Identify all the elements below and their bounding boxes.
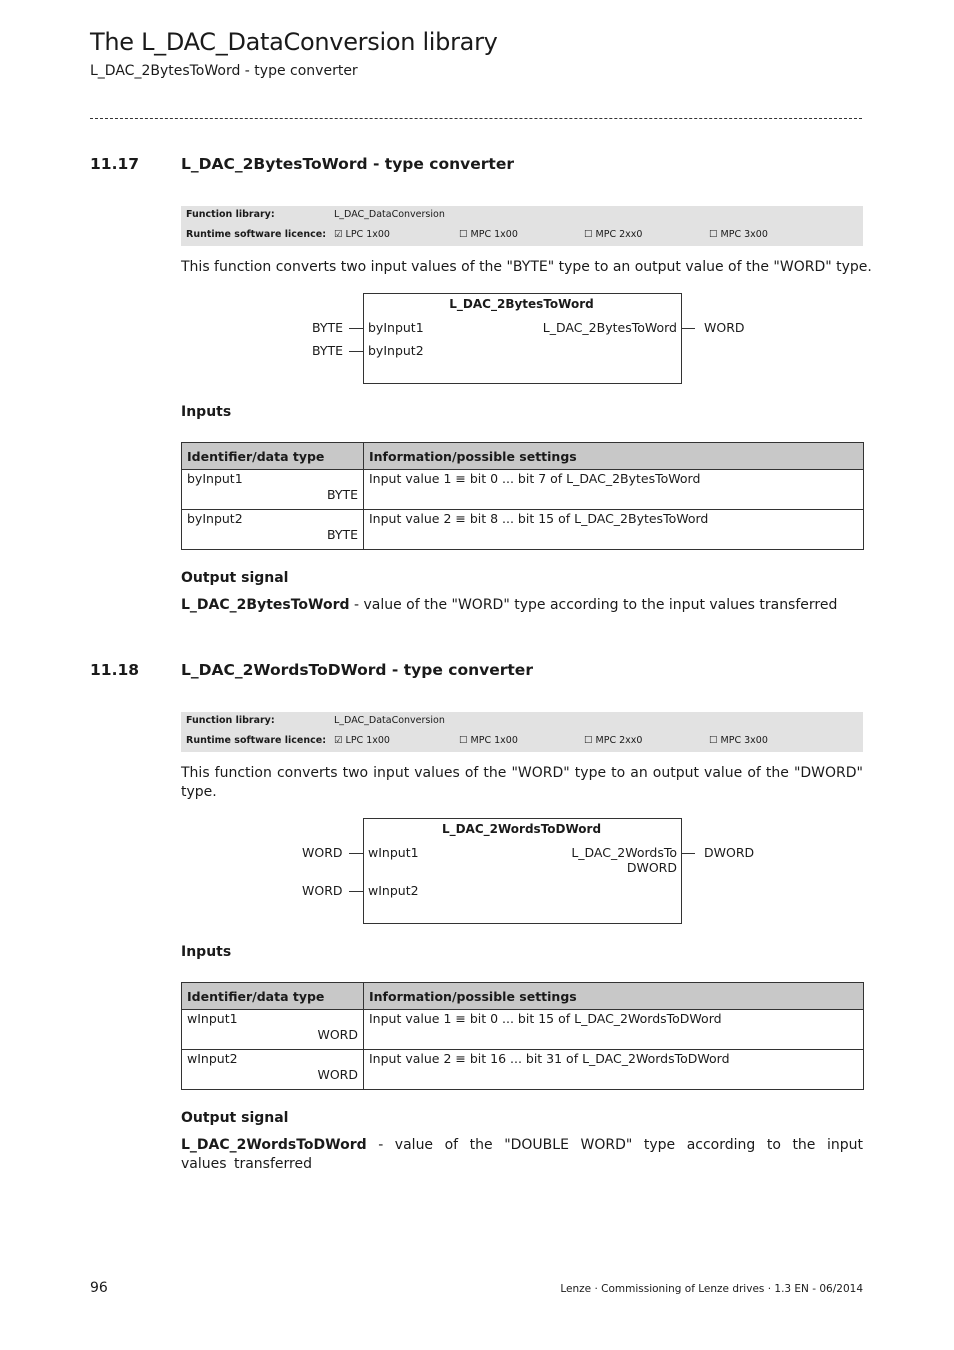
input2-name: wInput2 [368, 883, 419, 898]
function-block-title: L_DAC_2BytesToWord [449, 297, 594, 311]
inputs-heading: Inputs [181, 944, 232, 960]
licence-label: Runtime software licence: [186, 229, 326, 240]
intro-paragraph: This function converts two input values of the "WORD" type to an output value of the "DWORD" type. [181, 765, 863, 800]
input1-type: WORD [302, 845, 343, 860]
licence-mpc3x00: ☐ MPC 3x00 [709, 735, 768, 746]
data-type: BYTE [326, 487, 358, 502]
section-number: 11.17 [90, 155, 140, 173]
output-signal-name: L_DAC_2BytesToWord [181, 597, 350, 613]
inputs-table [181, 982, 864, 1090]
output-signal-name: L_DAC_2WordsToDWord [181, 1137, 367, 1153]
data-type: BYTE [326, 527, 358, 542]
section-heading-11-17 [90, 155, 514, 173]
column-header: Information/possible settings [364, 983, 864, 1010]
output-name-line1: L_DAC_2WordsTo [571, 845, 677, 860]
licence-mpc1x00: ☐ MPC 1x00 [459, 735, 518, 746]
licence-mpc2xx0: ☐ MPC 2xx0 [584, 229, 643, 240]
column-header: Information/possible settings [364, 443, 864, 470]
output-wire [681, 328, 695, 329]
library-info-box [181, 712, 863, 752]
licence-lpc1x00: ☑ LPC 1x00 [334, 229, 390, 240]
input2-type: WORD [302, 883, 343, 898]
input2-wire [349, 351, 363, 352]
data-type: WORD [317, 1027, 358, 1042]
inputs-heading: Inputs [181, 404, 232, 420]
output-name-line2: DWORD [626, 860, 677, 875]
table-header-row [182, 443, 864, 470]
function-library-label: Function library: [186, 715, 275, 726]
table-row [182, 1050, 864, 1090]
output-signal-heading: Output signal [181, 570, 289, 586]
licence-mpc2xx0: ☐ MPC 2xx0 [584, 735, 643, 746]
column-header: Identifier/data type [182, 443, 364, 470]
input2-name: byInput2 [368, 343, 424, 358]
licence-label: Runtime software licence: [186, 735, 326, 746]
info-cell [364, 1010, 864, 1050]
info-text: Input value 2 ≡ bit 8 ... bit 15 of L_DAC_2BytesToWord [369, 511, 709, 526]
info-cell [364, 510, 864, 550]
section-title: L_DAC_2BytesToWord - type converter [181, 155, 515, 173]
input1-wire [349, 328, 363, 329]
licence-mpc1x00: ☐ MPC 1x00 [459, 229, 518, 240]
function-library-value: L_DAC_DataConversion [334, 715, 445, 726]
library-info-box [181, 206, 863, 246]
licence-mpc3x00: ☐ MPC 3x00 [709, 229, 768, 240]
section-number: 11.18 [90, 661, 140, 679]
input1-wire [349, 853, 363, 854]
output-signal-desc: - value of the "WORD" type according to the input values transferred [349, 597, 838, 613]
intro-paragraph: This function converts two input values of the "BYTE" type to an output value of the "WORD" type. [181, 259, 872, 275]
footer-doc-info: Lenze · Commissioning of Lenze drives · 1.3 EN - 06/2014 [560, 1283, 863, 1295]
table-header-row [182, 983, 864, 1010]
section-title: L_DAC_2WordsToDWord - type converter [181, 661, 533, 679]
chapter-title: The L_DAC_DataConversion library [90, 28, 498, 56]
identifier: byInput2 [187, 511, 243, 526]
licence-lpc1x00: ☑ LPC 1x00 [334, 735, 390, 746]
output-signal-heading: Output signal [181, 1110, 289, 1126]
data-type: WORD [317, 1067, 358, 1082]
info-cell [364, 1050, 864, 1090]
info-text: Input value 1 ≡ bit 0 ... bit 7 of L_DAC_2BytesToWord [369, 471, 701, 486]
output-name: L_DAC_2BytesToWord [542, 320, 677, 335]
header-divider [90, 118, 862, 119]
identifier-cell [182, 470, 364, 510]
identifier: byInput1 [187, 471, 243, 486]
input1-name: wInput1 [368, 845, 419, 860]
output-signal-paragraph [181, 1136, 863, 1174]
table-row [182, 1010, 864, 1050]
identifier: wInput2 [187, 1051, 238, 1066]
table-row [182, 470, 864, 510]
output-signal-desc: - value of the "DOUBLE WORD" type according to the input values transferred [181, 1137, 863, 1172]
input1-type: BYTE [312, 320, 344, 335]
identifier: wInput1 [187, 1011, 238, 1026]
table-row [182, 510, 864, 550]
inputs-table [181, 442, 864, 550]
identifier-cell [182, 1010, 364, 1050]
output-signal-paragraph [181, 596, 863, 615]
output-type: WORD [704, 320, 745, 335]
output-name [571, 845, 677, 875]
function-block-title: L_DAC_2WordsToDWord [441, 822, 602, 836]
identifier-cell [182, 510, 364, 550]
info-text: Input value 2 ≡ bit 16 ... bit 31 of L_DAC_2WordsToDWord [369, 1051, 730, 1066]
section-heading-11-18 [90, 661, 533, 679]
page-number: 96 [90, 1280, 108, 1296]
output-type: DWORD [704, 845, 755, 860]
input2-type: BYTE [312, 343, 344, 358]
input2-wire [349, 891, 363, 892]
function-library-value: L_DAC_DataConversion [334, 209, 445, 220]
input1-name: byInput1 [368, 320, 424, 335]
identifier-cell [182, 1050, 364, 1090]
info-cell [364, 470, 864, 510]
info-text: Input value 1 ≡ bit 0 ... bit 15 of L_DAC_2WordsToDWord [369, 1011, 722, 1026]
column-header: Identifier/data type [182, 983, 364, 1010]
chapter-subtitle: L_DAC_2BytesToWord - type converter [90, 63, 358, 79]
function-library-label: Function library: [186, 209, 275, 220]
output-wire [681, 853, 695, 854]
